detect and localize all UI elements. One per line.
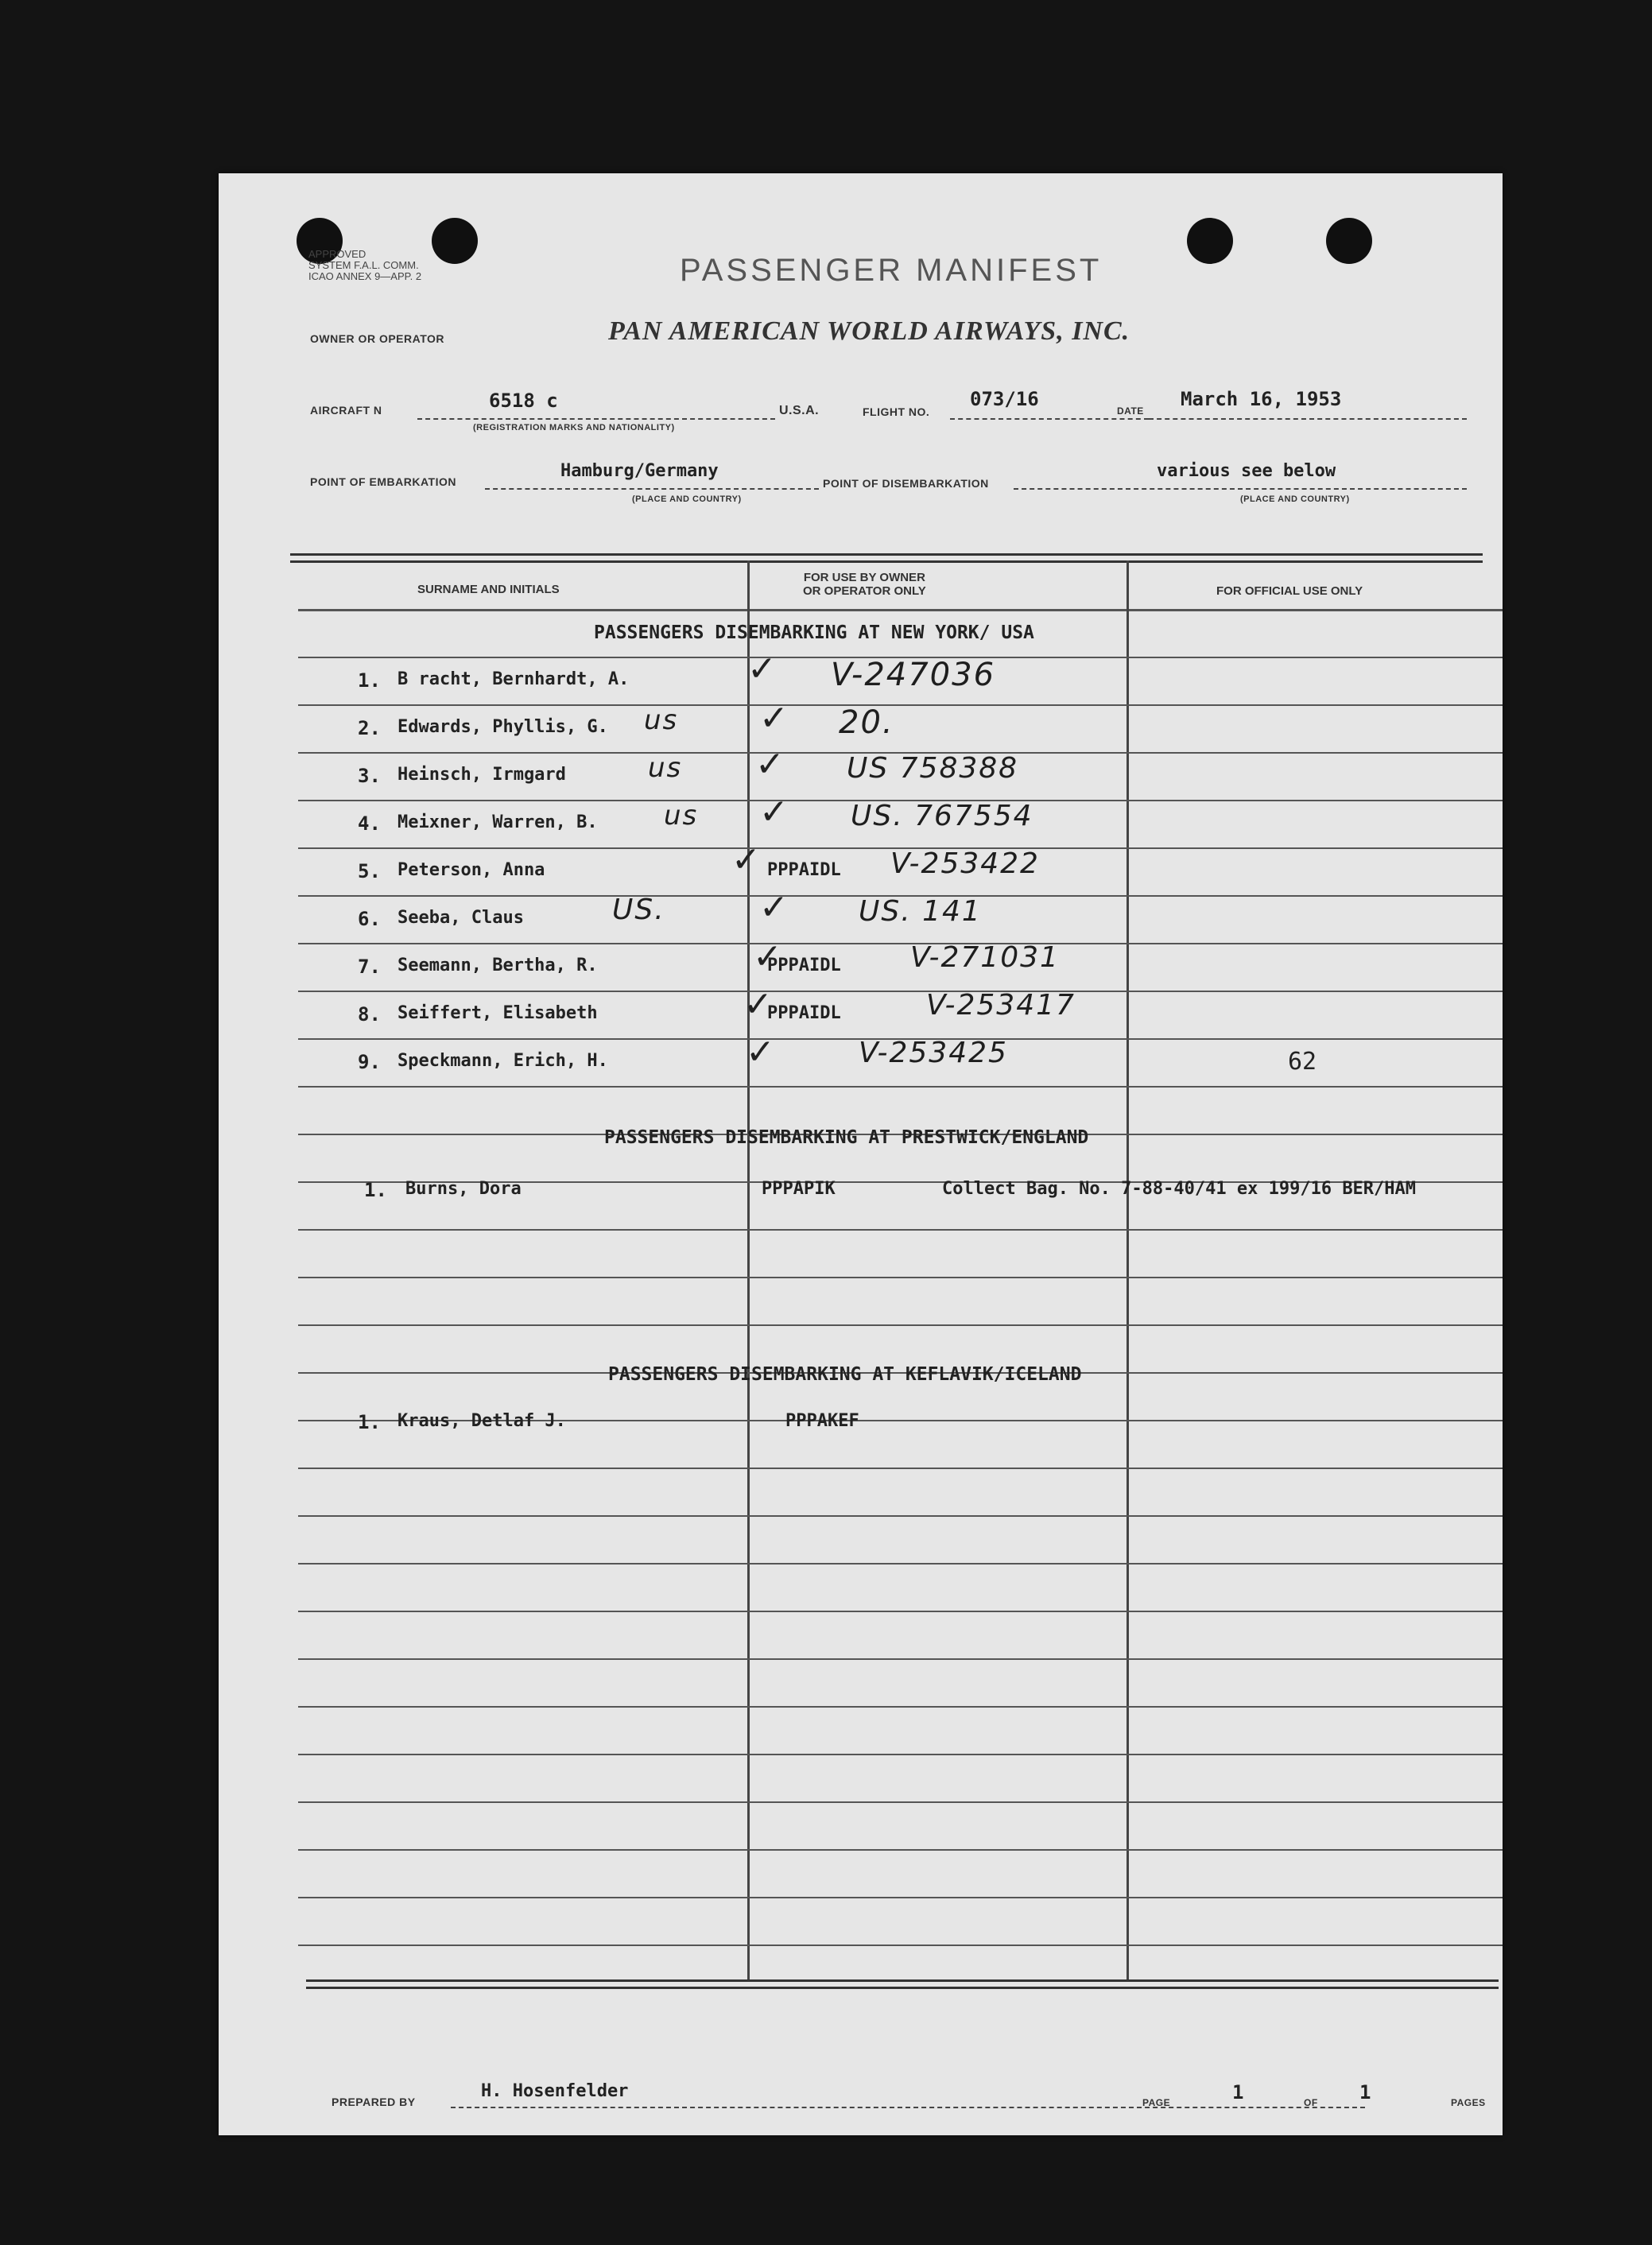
baggage-note: Collect Bag. No. 7-88-40/41 ex 199/16 BER/HAM [942,1179,1417,1199]
handwritten-id: V-253417 [926,989,1076,1022]
prepared-by-value: H. Hosenfelder [481,2081,629,2101]
passenger-name: Speckmann, Erich, H. [397,1051,608,1071]
embarkation-label: POINT OF EMBARKATION [310,475,456,488]
disembarkation-underline [1014,488,1467,490]
operator-code: PPPAIDL [767,956,841,975]
check-mark-icon: ✓ [755,744,785,785]
operator-code: PPPAIDL [767,860,841,880]
passenger-name: Kraus, Detlaf J. [397,1411,566,1431]
check-mark-icon: ✓ [731,839,761,880]
passenger-name: Meixner, Warren, B. [397,812,598,832]
passenger-name: Seeba, Claus [397,908,524,928]
ruled-line [298,1324,1503,1326]
passenger-number: 1. [364,1179,387,1201]
handwritten-id: V-247036 [831,657,996,693]
date-underline [1149,418,1467,420]
disembarkation-label: POINT OF DISEMBARKATION [823,477,989,490]
passenger-number: 9. [358,1051,381,1073]
check-mark-icon: ✓ [743,984,773,1025]
operator-code: PPPAPIK [762,1179,836,1199]
page-value: 1 [1232,2081,1244,2103]
punch-hole-4 [1326,218,1372,264]
passenger-name: Burns, Dora [405,1179,522,1199]
disembarkation-caption: (PLACE AND COUNTRY) [1240,494,1350,504]
embarkation-underline [485,488,819,490]
column-divider-2 [1127,560,1129,1979]
page-label: PAGE [1142,2097,1171,2108]
ruled-line [298,1658,1503,1660]
handwritten-note: US. [612,894,665,926]
passenger-name: Heinsch, Irmgard [397,765,566,785]
ruled-line [298,1706,1503,1708]
handwritten-id: 20. [839,704,894,741]
owner-label: OWNER OR OPERATOR [310,332,444,345]
aircraft-underline [417,418,775,420]
operator-code: PPPAKEF [785,1411,859,1431]
official-use-value: 62 [1288,1048,1317,1076]
passenger-number: 1. [358,669,381,692]
flight-underline [950,418,1149,420]
prepared-by-underline [451,2107,1365,2108]
embarkation-caption: (PLACE AND COUNTRY) [632,494,742,504]
col-header-surname: SURNAME AND INITIALS [417,583,560,596]
check-mark-icon: ✓ [759,698,789,739]
date-value: March 16, 1953 [1181,388,1342,410]
usa-label: U.S.A. [779,404,820,417]
passenger-number: 8. [358,1003,381,1026]
punch-hole-3 [1187,218,1233,264]
approval-note [308,249,421,282]
ruled-line [298,1754,1503,1755]
passenger-name: Seemann, Bertha, R. [397,956,598,975]
punch-hole-2 [432,218,478,264]
pages-value: 1 [1359,2081,1371,2103]
section-heading-new-york: PASSENGERS DISEMBARKING AT NEW YORK/ USA [594,622,1034,643]
check-mark-icon: ✓ [753,936,782,977]
passenger-name: Peterson, Anna [397,860,545,880]
column-divider-1 [747,560,750,1979]
ruled-line [298,1801,1503,1803]
passenger-name: Edwards, Phyllis, G. [397,717,608,737]
section-heading-keflavik: PASSENGERS DISEMBARKING AT KEFLAVIK/ICELAND [608,1364,1082,1385]
handwritten-id: US. 767554 [851,800,1033,832]
registration-caption: (REGISTRATION MARKS AND NATIONALITY) [473,423,675,432]
flight-value: 073/16 [970,388,1039,410]
ruled-line [298,1515,1503,1517]
handwritten-id: V-271031 [910,941,1060,974]
manifest-sheet [219,173,1503,2135]
operator-name: PAN AMERICAN WORLD AIRWAYS, INC. [608,316,1130,346]
passenger-name: B racht, Bernhardt, A. [397,669,630,689]
passenger-number: 2. [358,717,381,739]
passenger-number: 7. [358,956,381,978]
aircraft-label: AIRCRAFT N [310,404,382,417]
check-mark-icon: ✓ [747,649,777,689]
passenger-number: 1. [358,1411,381,1433]
ruled-line [298,1086,1503,1088]
ruled-line [298,1849,1503,1851]
table-bottom-rule [306,1979,1499,1989]
header-rule [298,609,1503,611]
ruled-line [298,704,1503,706]
approval-line: APPROVED [308,248,366,260]
col-header-operator-line: OR OPERATOR ONLY [803,584,926,598]
embarkation-value: Hamburg/Germany [560,461,719,481]
table-top-rule [290,553,1483,563]
ruled-line [298,1897,1503,1898]
col-header-operator [803,571,926,598]
aircraft-value: 6518 c [489,390,558,412]
section-heading-prestwick: PASSENGERS DISEMBARKING AT PRESTWICK/ENGLAND [604,1127,1089,1148]
check-mark-icon: ✓ [759,792,789,832]
passenger-number: 3. [358,765,381,787]
check-mark-icon: ✓ [746,1032,775,1072]
operator-code: PPPAIDL [767,1003,841,1023]
date-label: DATE [1117,405,1144,417]
ruled-line [298,1468,1503,1469]
approval-line: ICAO ANNEX 9—APP. 2 [308,270,422,282]
handwritten-note: us [664,800,699,832]
passenger-number: 6. [358,908,381,930]
ruled-line [298,1563,1503,1565]
handwritten-id: V-253422 [890,847,1040,880]
passenger-number: 5. [358,860,381,882]
ruled-line [298,1945,1503,1946]
passenger-name: Seiffert, Elisabeth [397,1003,598,1023]
ruled-line [298,1277,1503,1278]
prepared-by-label: PREPARED BY [332,2096,416,2108]
pages-label: PAGES [1451,2097,1486,2108]
ruled-line [298,943,1503,944]
ruled-line [298,991,1503,992]
disembarkation-value: various see below [1157,461,1336,481]
col-header-official: FOR OFFICIAL USE ONLY [1216,584,1363,598]
passenger-number: 4. [358,812,381,835]
form-title: PASSENGER MANIFEST [680,253,1103,288]
col-header-operator-line: FOR USE BY OWNER [803,571,925,584]
approval-line: SYSTEM F.A.L. COMM. [308,259,419,271]
handwritten-note: us [648,752,683,784]
flight-label: FLIGHT NO. [863,405,930,418]
of-label: OF [1304,2097,1318,2108]
check-mark-icon: ✓ [759,887,789,928]
handwritten-id: US 758388 [847,752,1019,785]
handwritten-id: US. 141 [859,895,982,928]
handwritten-id: V-253425 [859,1037,1008,1069]
handwritten-note: us [644,704,679,736]
ruled-line [298,1229,1503,1231]
ruled-line [298,1611,1503,1612]
